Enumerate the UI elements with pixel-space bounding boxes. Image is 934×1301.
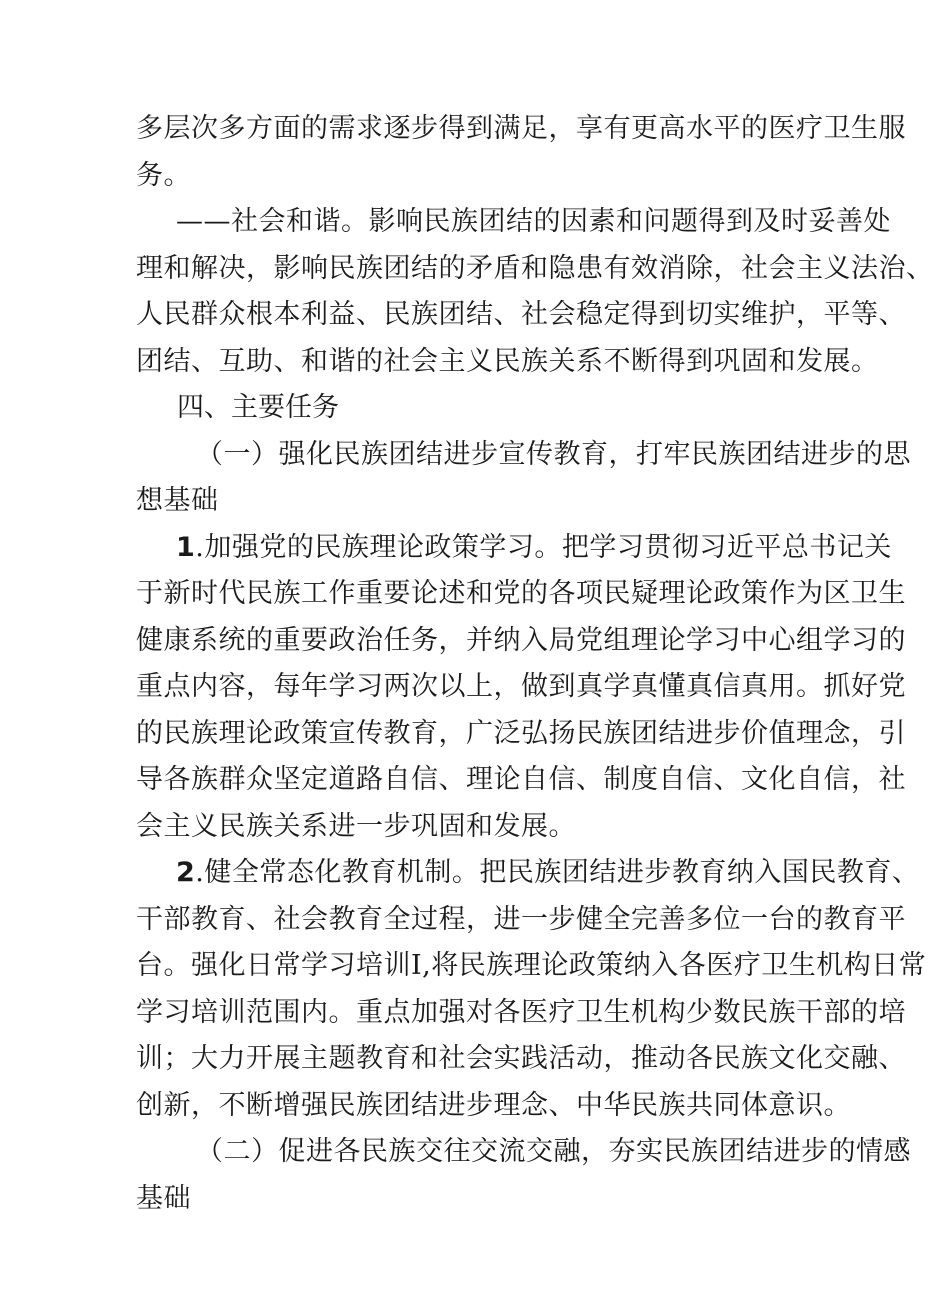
text-line: 于新时代民族工作重要论述和党的各项民疑理论政策作为区卫生 (136, 578, 906, 609)
text-line: 重点内容，每年学习两次以上，做到真学真懂真信真用。抓好党 (136, 671, 906, 702)
text-line: 导各族群众坚定道路自信、理论自信、制度自信、文化自信，社 (136, 764, 906, 795)
item-number: 1 (176, 531, 196, 563)
text-line: 创新，不断增强民族团结进步理念、中华民族共同体意识。 (136, 1089, 851, 1121)
text-line: 健康系统的重要政治任务，并纳入局党组理论学习中心组学习的 (136, 624, 906, 656)
text-line: .健全常态化教育机制。把民族团结进步教育纳入国民教育、 (195, 857, 920, 888)
text-line: 学习培训范围内。重点加强对各医疗卫生机构少数民族干部的培 (136, 996, 906, 1028)
subsection-heading: 想基础 (136, 485, 219, 516)
text-line: ——社会和谐。影响民族团结的因素和问题得到及时妥善处 (176, 206, 891, 237)
subsection-heading: （一）强化民族团结进步宣传教育，打牢民族团结进步的思 (196, 438, 911, 470)
list-item-2 (136, 856, 920, 889)
item-number: 2 (176, 857, 196, 888)
text-line: 训；大力开展主题教育和社会实践活动，推动各民族文化交融、 (136, 1043, 906, 1074)
subsection-heading: 基础 (136, 1182, 191, 1214)
text-line: .加强党的民族理论政策学习。把学习贯彻习近平总书记关 (195, 531, 892, 563)
list-item-1 (136, 531, 892, 564)
text-line: 务。 (136, 159, 191, 191)
text-line: 理和解决，影响民族团结的矛盾和隐患有效消除，社会主义法治、 (136, 252, 934, 284)
subsection-heading: （二）促进各民族交往交流交融，夯实民族团结进步的情感 (196, 1136, 911, 1167)
section-heading: 四、主要任务 (177, 392, 339, 423)
text-line: 干部教育、社会教育全过程，进一步健全完善多位一台的教育平 (136, 903, 906, 935)
text-line: 多层次多方面的需求逐步得到满足，享有更高水平的医疗卫生服 (136, 113, 906, 144)
text-line: 台。强化日常学习培训I,将民族理论政策纳入各医疗卫生机构日常 (136, 950, 927, 981)
text-line: 人民群众根本利益、民族团结、社会稳定得到切实维护，平等、 (136, 299, 906, 330)
text-line: 的民族理论政策宣传教育，广泛弘扬民族团结进步价值理念，引 (136, 717, 906, 749)
text-line: 团结、互助、和谐的社会主义民族关系不断得到巩固和发展。 (136, 345, 879, 377)
text-line: 会主义民族关系进一步巩固和发展。 (136, 810, 576, 842)
